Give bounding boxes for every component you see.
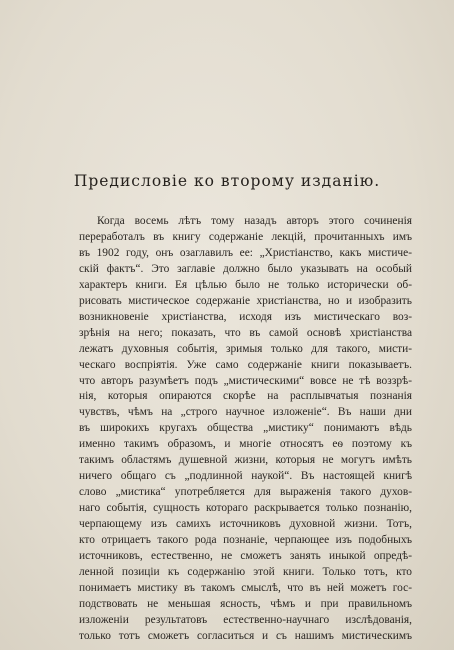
body-text [79, 214, 412, 645]
text-line: только тотъ сможетъ согласиться и съ нашимъ мистическимъ [79, 629, 412, 642]
text-line: чувствъ, чѣмъ на „строго научное изложеніе“. Въ наши дни [79, 406, 412, 419]
text-line: ческаго воспріятія. Уже само содержаніе книги показываетъ. [79, 358, 412, 371]
text-line: Когда восемь лѣтъ тому назадъ авторъ этого сочиненія [97, 215, 412, 227]
text-line: характеръ книги. Ея цѣлью было не только исторически об- [79, 278, 412, 291]
text-line: такимъ областямъ душевной жизни, которыя не могутъ имѣть [79, 454, 412, 467]
text-line: ленной позиціи къ содержанію этой книги. Только тотъ, кто [79, 565, 412, 578]
text-line: слово „мистика“ употребляется для выраженія такого духов- [79, 486, 412, 499]
page-title: Предисловіе ко второму изданію. [73, 172, 381, 190]
text-line: черпающему изъ самихъ источниковъ духовной жизни. Тотъ, [79, 518, 412, 531]
text-line: переработалъ въ книгу содержаніе лекцій, прочитанныхъ имъ [79, 230, 412, 243]
text-line: изложеніи результатовъ естественно-научнаго изслѣдованія, [79, 613, 412, 626]
text-line: зрѣнія на него; показать, что въ самой основѣ христіанства [79, 326, 412, 339]
text-line: наго событія, сущность котораго раскрывается только познанію, [79, 502, 412, 515]
text-line: именно такимъ образомъ, и многіе относятъ еѳ поэтому къ [79, 438, 412, 451]
text-line: нія, которыя опираются скорѣе на расплывчатыя познанія [79, 390, 412, 403]
text-line: понимаетъ мистику въ такомъ смыслѣ, что въ ней можетъ гос- [79, 581, 412, 594]
text-line: въ 1902 году, онъ озаглавилъ ее: „Христіанство, какъ мистиче- [79, 246, 412, 259]
text-line: возникновеніе христіанства, исходя изъ мистическаго воз- [79, 310, 412, 323]
text-line: ничего общаго съ „подлинной наукой“. Въ настоящей книгѣ [79, 470, 412, 483]
text-line: лежатъ духовныя событія, зримыя только для такого, мисти- [79, 342, 412, 355]
text-line: скій фактъ“. Это заглавіе должно было указывать на особый [79, 262, 412, 275]
text-line: кто отрицаетъ такого рода познаніе, черпающее изъ подобныхъ [79, 534, 412, 547]
text-line: источниковъ, естественно, не сможетъ занять иныкой опредѣ- [79, 550, 412, 563]
text-line: что авторъ разумѣетъ подъ „мистическими“ вовсе не тѣ воззрѣ- [79, 374, 412, 387]
text-line: подствовать не меньшая ясность, чѣмъ и при правильномъ [79, 597, 412, 610]
text-line: рисовать мистическое содержаніе христіанства, но и изобразить [79, 294, 412, 307]
text-line: въ широкихъ кругахъ общества „мистику“ понимаютъ вѣдь [79, 422, 412, 435]
